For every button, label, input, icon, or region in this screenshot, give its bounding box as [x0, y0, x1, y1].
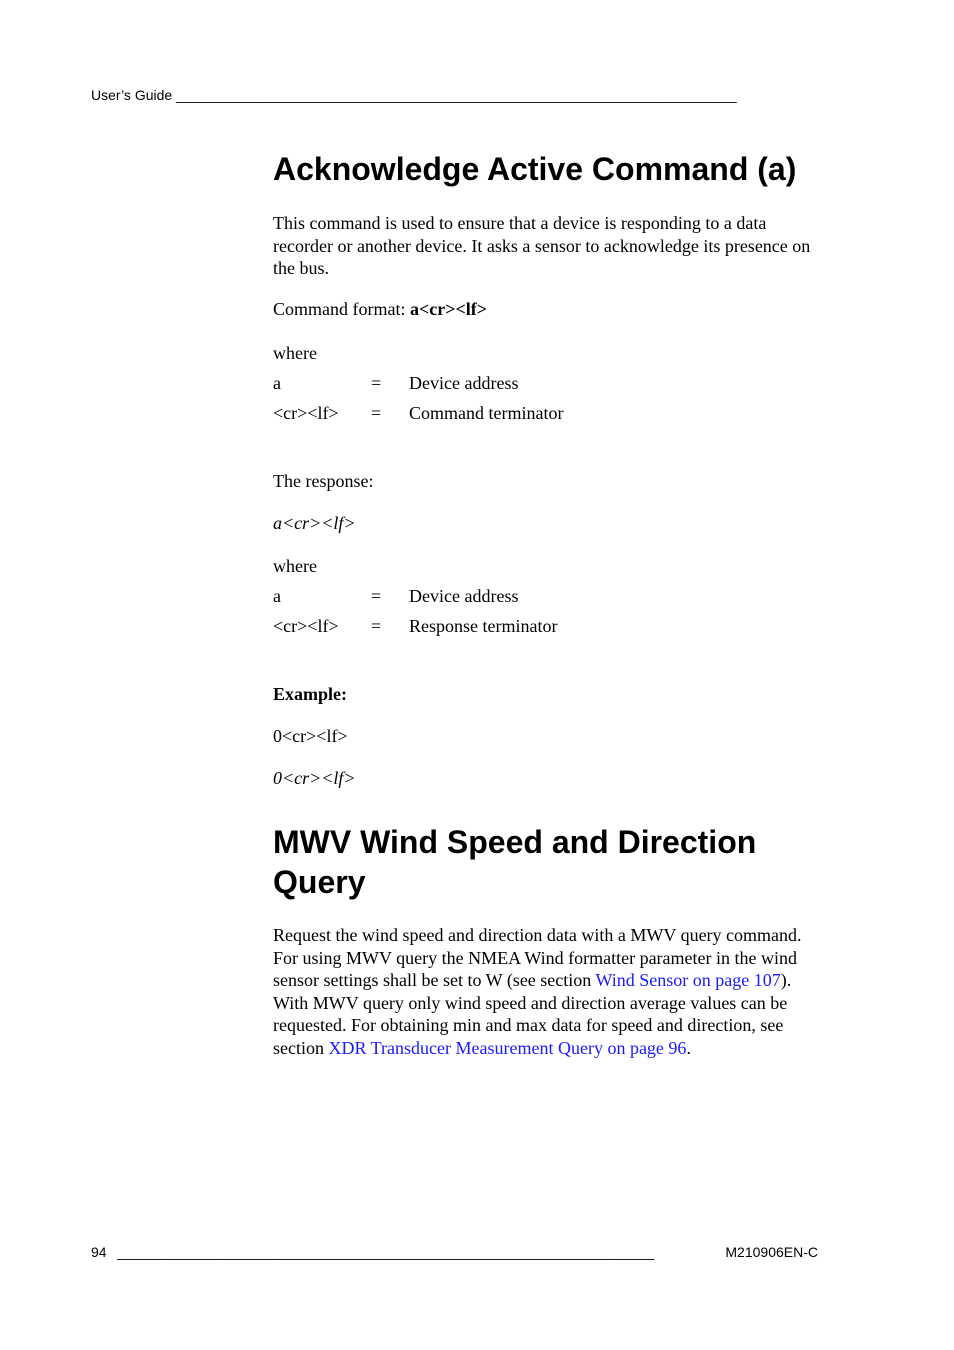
- response-value: a<cr><lf>: [273, 513, 356, 533]
- param-description: Device address: [409, 586, 519, 606]
- param-equals: =: [371, 586, 382, 606]
- heading-line: Query: [273, 864, 366, 900]
- param-equals: =: [371, 373, 382, 393]
- param-name: <cr><lf>: [273, 616, 339, 636]
- paragraph-text: .: [686, 1037, 691, 1058]
- where-label: where: [273, 556, 317, 576]
- wind-sensor-link[interactable]: Wind Sensor on page 107: [595, 970, 781, 990]
- command-format-line: [273, 298, 821, 321]
- param-row: [273, 585, 821, 609]
- example-label: [273, 683, 821, 706]
- response-label: The response:: [273, 471, 374, 491]
- xdr-query-link[interactable]: XDR Transducer Measurement Query on page 96: [328, 1037, 687, 1058]
- heading-line: MWV Wind Speed and Direction: [273, 824, 757, 860]
- param-name: a: [273, 373, 281, 393]
- param-description: Response terminator: [409, 616, 558, 636]
- command-format-value: a<cr><lf>: [409, 299, 487, 319]
- running-header: User’s Guide ________________________________________________________________________: [91, 87, 737, 103]
- page-footer: [91, 1243, 818, 1263]
- param-equals: =: [371, 616, 382, 636]
- param-name: a: [273, 586, 281, 606]
- param-equals: =: [371, 403, 382, 423]
- document-code: M210906EN-C: [725, 1244, 818, 1260]
- param-description: Command terminator: [409, 403, 564, 423]
- example-command: 0<cr><lf>: [273, 726, 348, 746]
- section-heading-mwv: [273, 822, 823, 902]
- example-label-text: Example:: [273, 684, 347, 704]
- footer-rule: _____________________________________________________________________: [117, 1244, 655, 1260]
- where-label: where: [273, 343, 317, 363]
- paragraph-text: ). With MWV query only wind speed and direction average values can be requested. For obtaining min and max data for speed and direction, see section: [273, 970, 792, 1058]
- mwv-paragraph: [273, 924, 821, 1059]
- intro-paragraph: This command is used to ensure that a device is responding to a data recorder or another device. It asks a sensor to acknowledge its presence on the bus.: [273, 213, 811, 278]
- param-row: [273, 372, 821, 396]
- page-number: 94: [91, 1244, 107, 1260]
- param-name: <cr><lf>: [273, 403, 339, 423]
- example-response: 0<cr><lf>: [273, 768, 356, 788]
- section-heading-acknowledge: Acknowledge Active Command (a): [273, 151, 797, 187]
- command-format-label: Command format:: [273, 299, 410, 319]
- param-description: Device address: [409, 373, 519, 393]
- param-row: [273, 402, 821, 426]
- paragraph-text: Request the wind speed and direction data with a MWV query command. For using MWV query the NMEA Wind formatter parameter in the wind sensor settings shall be set to W (see section: [273, 925, 802, 990]
- param-row: [273, 615, 821, 639]
